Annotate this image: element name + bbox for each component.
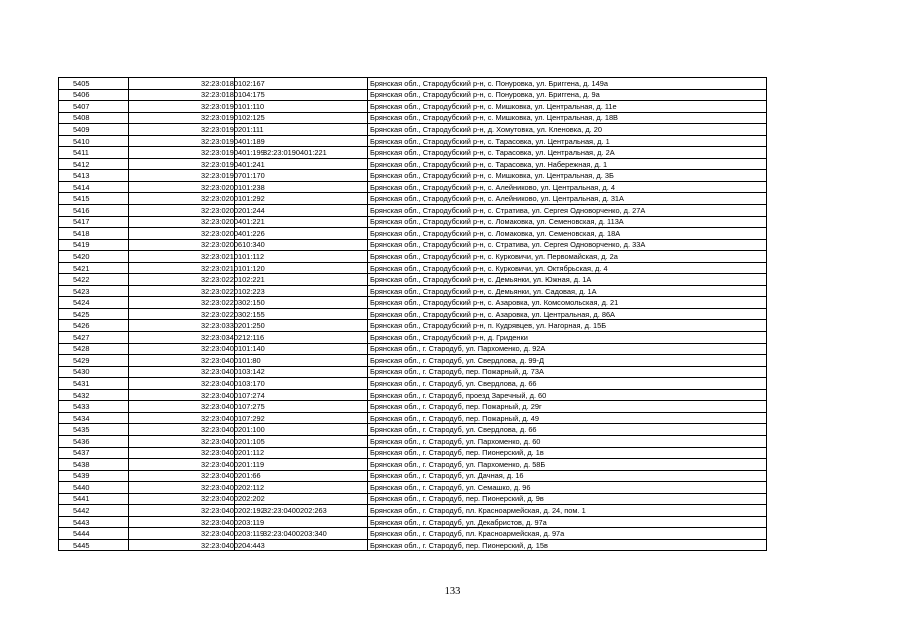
cadastral-number-cell: 32:23:0400107:292 <box>129 412 235 424</box>
previous-cadastral-number-cell: 32:23:0190401:221 <box>235 147 368 159</box>
cadastral-number-cell: 32:23:0400204:443 <box>129 539 235 551</box>
row-number-cell: 5437 <box>59 447 129 459</box>
address-cell: Брянская обл., Стародубский р-н, с. Алейниково, ул. Центральная, д. 31А <box>368 193 767 205</box>
address-cell: Брянская обл., г. Стародуб, ул. Свердлова, д. 99-Д <box>368 355 767 367</box>
address-cell: Брянская обл., г. Стародуб, пер. Пионерский, д. 15в <box>368 539 767 551</box>
cadastral-number-cell: 32:23:0400201:119 <box>129 459 235 471</box>
table-row <box>59 447 767 459</box>
cadastral-number-cell: 32:23:0190101:110 <box>129 101 235 113</box>
address-cell: Брянская обл., Стародубский р-н, с. Мишковка, ул. Центральная, д. 11е <box>368 101 767 113</box>
row-number-cell: 5440 <box>59 482 129 494</box>
row-number-cell: 5412 <box>59 158 129 170</box>
cadastral-number-cell: 32:23:0400202:202 <box>129 493 235 505</box>
page-number: 133 <box>444 586 461 597</box>
table-row <box>59 470 767 482</box>
table-row <box>59 355 767 367</box>
table-row <box>59 493 767 505</box>
row-number-cell: 5418 <box>59 228 129 240</box>
table-row <box>59 262 767 274</box>
cadastral-number-cell: 32:23:0200610:340 <box>129 239 235 251</box>
cadastral-number-cell: 32:23:0190201:111 <box>129 124 235 136</box>
table-row <box>59 459 767 471</box>
cadastral-number-cell: 32:23:0200101:292 <box>129 193 235 205</box>
row-number-cell: 5422 <box>59 274 129 286</box>
row-number-cell: 5431 <box>59 378 129 390</box>
cadastral-number-cell: 32:23:0190401:199 <box>129 147 235 159</box>
table-row <box>59 89 767 101</box>
cadastral-number-cell: 32:23:0200401:226 <box>129 228 235 240</box>
registry-table-body <box>59 78 767 551</box>
address-cell: Брянская обл., Стародубский р-н, с. Алейниково, ул. Центральная, д. 4 <box>368 181 767 193</box>
cadastral-number-cell: 32:23:0400201:66 <box>129 470 235 482</box>
row-number-cell: 5443 <box>59 516 129 528</box>
address-cell: Брянская обл., Стародубский р-н, п. Кудрявцев, ул. Нагорная, д. 15Б <box>368 320 767 332</box>
row-number-cell: 5410 <box>59 135 129 147</box>
table-row <box>59 320 767 332</box>
registry-table <box>58 77 767 551</box>
address-cell: Брянская обл., Стародубский р-н, с. Демьянки, ул. Южная, д. 1А <box>368 274 767 286</box>
cadastral-number-cell: 32:23:0400203:119 <box>129 528 235 540</box>
table-row <box>59 366 767 378</box>
table-row <box>59 228 767 240</box>
table-row <box>59 170 767 182</box>
row-number-cell: 5424 <box>59 297 129 309</box>
cadastral-number-cell: 32:23:0190401:241 <box>129 158 235 170</box>
address-cell: Брянская обл., Стародубский р-н, д. Хомутовка, ул. Кленовка, д. 20 <box>368 124 767 136</box>
table-row <box>59 216 767 228</box>
address-cell: Брянская обл., г. Стародуб, ул. Семашко, д. 96 <box>368 482 767 494</box>
address-cell: Брянская обл., г. Стародуб, ул. Дачная, д. 16 <box>368 470 767 482</box>
cadastral-number-cell: 32:23:0400201:100 <box>129 424 235 436</box>
row-number-cell: 5434 <box>59 412 129 424</box>
table-row <box>59 482 767 494</box>
row-number-cell: 5433 <box>59 401 129 413</box>
cadastral-number-cell: 32:23:0400201:112 <box>129 447 235 459</box>
table-row <box>59 205 767 217</box>
address-cell: Брянская обл., Стародубский р-н, с. Ломаковка, ул. Семеновская, д. 18А <box>368 228 767 240</box>
cadastral-number-cell: 32:23:0220102:221 <box>129 274 235 286</box>
address-cell: Брянская обл., г. Стародуб, пер. Пожарный, д. 49 <box>368 412 767 424</box>
address-cell: Брянская обл., г. Стародуб, пер. Пионерский, д. 9в <box>368 493 767 505</box>
row-number-cell: 5420 <box>59 251 129 263</box>
cadastral-number-cell: 32:23:0200401:221 <box>129 216 235 228</box>
row-number-cell: 5408 <box>59 112 129 124</box>
address-cell: Брянская обл., г. Стародуб, ул. Декабристов, д. 97а <box>368 516 767 528</box>
table-row <box>59 389 767 401</box>
table-row <box>59 505 767 517</box>
address-cell: Брянская обл., г. Стародуб, пер. Пожарный, д. 73А <box>368 366 767 378</box>
address-cell: Брянская обл., Стародубский р-н, с. Стратива, ул. Сергея Одноворченко, д. 27А <box>368 205 767 217</box>
row-number-cell: 5411 <box>59 147 129 159</box>
row-number-cell: 5429 <box>59 355 129 367</box>
address-cell: Брянская обл., Стародубский р-н, с. Азаровка, ул. Комсомольская, д. 21 <box>368 297 767 309</box>
row-number-cell: 5445 <box>59 539 129 551</box>
row-number-cell: 5416 <box>59 205 129 217</box>
address-cell: Брянская обл., г. Стародуб, пер. Пионерский, д. 1в <box>368 447 767 459</box>
address-cell: Брянская обл., г. Стародуб, ул. Пархоменко, д. 58Б <box>368 459 767 471</box>
address-cell: Брянская обл., Стародубский р-н, д. Гриденки <box>368 332 767 344</box>
address-cell: Брянская обл., Стародубский р-н, с. Ломаковка, ул. Семеновская, д. 113А <box>368 216 767 228</box>
cadastral-number-cell: 32:23:0400201:105 <box>129 435 235 447</box>
address-cell: Брянская обл., г. Стародуб, проезд Заречный, д. 60 <box>368 389 767 401</box>
table-row <box>59 135 767 147</box>
row-number-cell: 5442 <box>59 505 129 517</box>
row-number-cell: 5414 <box>59 181 129 193</box>
address-cell: Брянская обл., Стародубский р-н, с. Тарасовка, ул. Центральная, д. 2А <box>368 147 767 159</box>
table-row <box>59 181 767 193</box>
row-number-cell: 5436 <box>59 435 129 447</box>
table-row <box>59 297 767 309</box>
address-cell: Брянская обл., г. Стародуб, пл. Красноармейская, д. 24, пом. 1 <box>368 505 767 517</box>
row-number-cell: 5421 <box>59 262 129 274</box>
cadastral-number-cell: 32:23:0400101:80 <box>129 355 235 367</box>
address-cell: Брянская обл., Стародубский р-н, с. Азаровка, ул. Центральная, д. 86А <box>368 308 767 320</box>
table-row <box>59 412 767 424</box>
address-cell: Брянская обл., г. Стародуб, ул. Пархоменко, д. 92А <box>368 343 767 355</box>
cadastral-number-cell: 32:23:0330201:250 <box>129 320 235 332</box>
row-number-cell: 5405 <box>59 78 129 90</box>
cadastral-number-cell: 32:23:0190701:170 <box>129 170 235 182</box>
row-number-cell: 5409 <box>59 124 129 136</box>
previous-cadastral-number-cell: 32:23:0400203:340 <box>235 528 368 540</box>
table-row <box>59 516 767 528</box>
cadastral-number-cell: 32:23:0210101:112 <box>129 251 235 263</box>
table-row <box>59 424 767 436</box>
row-number-cell: 5415 <box>59 193 129 205</box>
row-number-cell: 5438 <box>59 459 129 471</box>
table-row <box>59 158 767 170</box>
table-row <box>59 539 767 551</box>
table-row <box>59 343 767 355</box>
cadastral-number-cell: 32:23:0190102:125 <box>129 112 235 124</box>
row-number-cell: 5419 <box>59 239 129 251</box>
address-cell: Брянская обл., Стародубский р-н, с. Демьянки, ул. Садовая, д. 1А <box>368 285 767 297</box>
cadastral-number-cell: 32:23:0200201:244 <box>129 205 235 217</box>
address-cell: Брянская обл., Стародубский р-н, с. Тарасовка, ул. Центральная, д. 1 <box>368 135 767 147</box>
address-cell: Брянская обл., г. Стародуб, пер. Пожарный, д. 29г <box>368 401 767 413</box>
row-number-cell: 5413 <box>59 170 129 182</box>
row-number-cell: 5430 <box>59 366 129 378</box>
cadastral-number-cell: 32:23:0400101:140 <box>129 343 235 355</box>
table-row <box>59 332 767 344</box>
table-row <box>59 285 767 297</box>
address-cell: Брянская обл., Стародубский р-н, с. Стратива, ул. Сергея Одноворченко, д. 33А <box>368 239 767 251</box>
address-cell: Брянская обл., г. Стародуб, ул. Свердлова, д. 66 <box>368 424 767 436</box>
table-row <box>59 401 767 413</box>
table-row <box>59 124 767 136</box>
row-number-cell: 5423 <box>59 285 129 297</box>
address-cell: Брянская обл., Стародубский р-н, с. Курковичи, ул. Первомайская, д. 2а <box>368 251 767 263</box>
cadastral-number-cell: 32:23:0200101:238 <box>129 181 235 193</box>
table-row <box>59 251 767 263</box>
address-cell: Брянская обл., Стародубский р-н, с. Понуровка, ул. Бриггена, д. 149а <box>368 78 767 90</box>
cadastral-number-cell: 32:23:0400202:112 <box>129 482 235 494</box>
cadastral-number-cell: 32:23:0180104:175 <box>129 89 235 101</box>
table-row <box>59 274 767 286</box>
table-row <box>59 78 767 90</box>
cadastral-number-cell: 32:23:0210101:120 <box>129 262 235 274</box>
address-cell: Брянская обл., Стародубский р-н, с. Мишковка, ул. Центральная, д. 3Б <box>368 170 767 182</box>
row-number-cell: 5426 <box>59 320 129 332</box>
row-number-cell: 5407 <box>59 101 129 113</box>
cadastral-number-cell: 32:23:0220302:150 <box>129 297 235 309</box>
row-number-cell: 5444 <box>59 528 129 540</box>
table-row <box>59 528 767 540</box>
row-number-cell: 5427 <box>59 332 129 344</box>
table-row <box>59 112 767 124</box>
cadastral-number-cell: 32:23:0220302:155 <box>129 308 235 320</box>
address-cell: Брянская обл., г. Стародуб, пл. Красноармейская, д. 97а <box>368 528 767 540</box>
cadastral-number-cell: 32:23:0190401:189 <box>129 135 235 147</box>
address-cell: Брянская обл., Стародубский р-н, с. Мишковка, ул. Центральная, д. 18В <box>368 112 767 124</box>
table-row <box>59 435 767 447</box>
cadastral-number-cell: 32:23:0180102:167 <box>129 78 235 90</box>
previous-cadastral-number-cell: 32:23:0400202:263 <box>235 505 368 517</box>
table-row <box>59 147 767 159</box>
cadastral-number-cell: 32:23:0400107:275 <box>129 401 235 413</box>
row-number-cell: 5432 <box>59 389 129 401</box>
cadastral-number-cell: 32:23:0340212:116 <box>129 332 235 344</box>
row-number-cell: 5439 <box>59 470 129 482</box>
row-number-cell: 5441 <box>59 493 129 505</box>
row-number-cell: 5435 <box>59 424 129 436</box>
table-row <box>59 193 767 205</box>
cadastral-number-cell: 32:23:0400103:170 <box>129 378 235 390</box>
cadastral-number-cell: 32:23:0400107:274 <box>129 389 235 401</box>
cadastral-number-cell: 32:23:0220102:223 <box>129 285 235 297</box>
table-row <box>59 101 767 113</box>
address-cell: Брянская обл., г. Стародуб, ул. Пархоменко, д. 60 <box>368 435 767 447</box>
address-cell: Брянская обл., г. Стародуб, ул. Свердлова, д. 66 <box>368 378 767 390</box>
address-cell: Брянская обл., Стародубский р-н, с. Курковичи, ул. Октябрьская, д. 4 <box>368 262 767 274</box>
table-row <box>59 239 767 251</box>
table-row <box>59 308 767 320</box>
row-number-cell: 5425 <box>59 308 129 320</box>
address-cell: Брянская обл., Стародубский р-н, с. Понуровка, ул. Бриггена, д. 9а <box>368 89 767 101</box>
row-number-cell: 5428 <box>59 343 129 355</box>
cadastral-number-cell: 32:23:0400203:119 <box>129 516 235 528</box>
cadastral-number-cell: 32:23:0400202:192 <box>129 505 235 517</box>
table-row <box>59 378 767 390</box>
cadastral-number-cell: 32:23:0400103:142 <box>129 366 235 378</box>
row-number-cell: 5406 <box>59 89 129 101</box>
row-number-cell: 5417 <box>59 216 129 228</box>
address-cell: Брянская обл., Стародубский р-н, с. Тарасовка, ул. Набережная, д. 1 <box>368 158 767 170</box>
